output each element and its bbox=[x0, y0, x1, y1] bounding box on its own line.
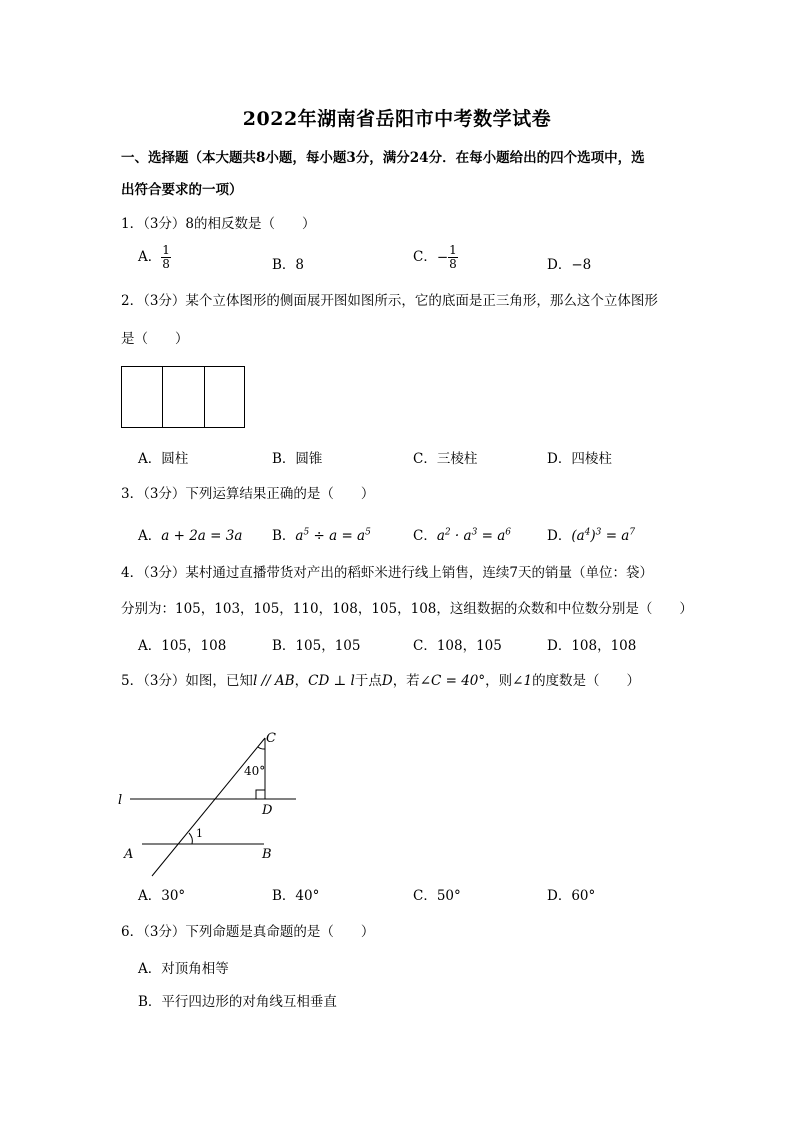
option-a-label: A． bbox=[138, 249, 162, 265]
label-b: B bbox=[262, 847, 272, 862]
question-5-option-b: B．40° bbox=[272, 888, 320, 904]
math-expression bbox=[437, 528, 511, 544]
stem-text: 的度数是（ ） bbox=[532, 673, 641, 689]
question-6-option-b: B．平行四边形的对角线互相垂直 bbox=[138, 994, 337, 1010]
question-2-option-c: C．三棱柱 bbox=[413, 451, 478, 467]
question-4-option-c: C．108，105 bbox=[413, 638, 502, 654]
minus-sign: − bbox=[436, 249, 449, 266]
stem-text: ， bbox=[294, 673, 309, 689]
question-2-option-d: D．四棱柱 bbox=[547, 451, 612, 467]
exponent: 5 bbox=[303, 527, 310, 538]
angle-1-label: 1 bbox=[196, 827, 203, 840]
question-3-option-b bbox=[272, 524, 371, 544]
question-4-option-d: D．108，108 bbox=[547, 638, 637, 654]
page-title: 2022年湖南省岳阳市中考数学试卷 bbox=[242, 108, 552, 130]
angle-1-arc bbox=[189, 833, 192, 844]
stem-text: ，若 bbox=[392, 673, 420, 689]
base: a bbox=[295, 528, 304, 544]
option-c-label: C． bbox=[413, 249, 437, 265]
math-expression: a + 2a = 3a bbox=[161, 528, 243, 544]
expression-part: (a bbox=[571, 528, 585, 544]
exponent: 3 bbox=[471, 527, 478, 538]
question-1-option-a bbox=[138, 244, 171, 271]
question-5-stem bbox=[121, 669, 640, 689]
question-4-option-b: B．105，105 bbox=[272, 638, 361, 654]
stem-text: ，则 bbox=[485, 673, 513, 689]
net-divider bbox=[162, 367, 163, 427]
angle-c-arc bbox=[258, 747, 265, 749]
exponent: 7 bbox=[629, 527, 636, 538]
question-3-option-a bbox=[138, 524, 242, 544]
question-3-option-d bbox=[547, 524, 635, 544]
prism-net-figure bbox=[121, 366, 245, 428]
math-condition: CD ⊥ l bbox=[308, 673, 355, 689]
question-3-stem: 3．（3分）下列运算结果正确的是（ ） bbox=[121, 486, 375, 502]
math-condition: ∠C = 40° bbox=[419, 673, 486, 689]
question-1-option-c bbox=[413, 244, 458, 271]
angle-c-value: 40° bbox=[244, 764, 266, 778]
expression-part: ÷ a = a bbox=[309, 528, 366, 544]
expression-part: = a bbox=[601, 528, 630, 544]
option-label: A． bbox=[138, 528, 162, 544]
section-header-line1: 一、选择题（本大题共8小题，每小题3分，满分24分．在每小题给出的四个选项中，选 bbox=[121, 150, 645, 166]
question-1-option-d: D．−8 bbox=[547, 257, 592, 273]
question-4-stem-line2: 分别为：105，103，105，110，108，105，108，这组数据的众数和中位数分别是（ ） bbox=[121, 601, 693, 617]
exponent: 2 bbox=[444, 527, 451, 538]
math-condition: l // AB bbox=[252, 673, 295, 689]
exponent: 3 bbox=[595, 527, 602, 538]
question-5-option-c: C．50° bbox=[413, 888, 461, 904]
exponent: 4 bbox=[584, 527, 591, 538]
label-l: l bbox=[118, 793, 123, 808]
option-label: D． bbox=[547, 528, 572, 544]
question-2-stem-line2: 是（ ） bbox=[121, 331, 189, 347]
section-header-line2: 出符合要求的一项） bbox=[121, 182, 243, 198]
right-angle-mark bbox=[256, 790, 265, 799]
question-6-option-a: A．对顶角相等 bbox=[138, 961, 229, 977]
math-point: D bbox=[381, 673, 393, 689]
expression-part: · a bbox=[450, 528, 472, 544]
geometry-figure bbox=[110, 725, 310, 880]
math-condition: ∠1 bbox=[512, 673, 533, 689]
fraction-one-eighth bbox=[448, 244, 458, 271]
fraction-numerator: 1 bbox=[449, 243, 457, 257]
stem-text: 于点 bbox=[354, 673, 382, 689]
question-4-stem-line1: 4．（3分）某村通过直播带货对产出的稻虾米进行线上销售，连续7天的销量（单位：袋） bbox=[121, 565, 654, 581]
transversal-line bbox=[152, 738, 265, 876]
expression-part: = a bbox=[477, 528, 506, 544]
question-1-stem: 1．（3分）8的相反数是（ ） bbox=[121, 216, 316, 232]
label-c: C bbox=[266, 731, 276, 746]
question-2-stem-line1: 2．（3分）某个立体图形的侧面展开图如图所示，它的底面是正三角形，那么这个立体图形 bbox=[121, 293, 658, 309]
math-expression bbox=[571, 528, 635, 544]
fraction-denominator: 8 bbox=[162, 257, 170, 271]
stem-text: 5．（3分）如图，已知 bbox=[121, 673, 253, 689]
question-2-option-b: B．圆锥 bbox=[272, 451, 323, 467]
question-1-option-b: B．8 bbox=[272, 257, 305, 273]
expression-part: ) bbox=[590, 528, 596, 544]
label-a: A bbox=[124, 847, 134, 862]
fraction-numerator: 1 bbox=[162, 243, 170, 257]
label-d: D bbox=[262, 803, 273, 818]
fraction-one-eighth bbox=[161, 244, 171, 271]
question-6-stem: 6．（3分）下列命题是真命题的是（ ） bbox=[121, 924, 375, 940]
question-5-option-d: D．60° bbox=[547, 888, 596, 904]
base: a bbox=[436, 528, 445, 544]
net-divider bbox=[204, 367, 205, 427]
question-5-option-a: A．30° bbox=[138, 888, 186, 904]
math-expression bbox=[295, 528, 370, 544]
option-label: B． bbox=[272, 528, 296, 544]
fraction-denominator: 8 bbox=[449, 257, 457, 271]
exponent: 5 bbox=[365, 527, 371, 538]
option-label: C． bbox=[413, 528, 437, 544]
question-2-option-a: A．圆柱 bbox=[138, 451, 189, 467]
question-4-option-a: A．105，108 bbox=[138, 638, 227, 654]
question-3-option-c bbox=[413, 524, 511, 544]
exponent: 6 bbox=[505, 527, 511, 538]
